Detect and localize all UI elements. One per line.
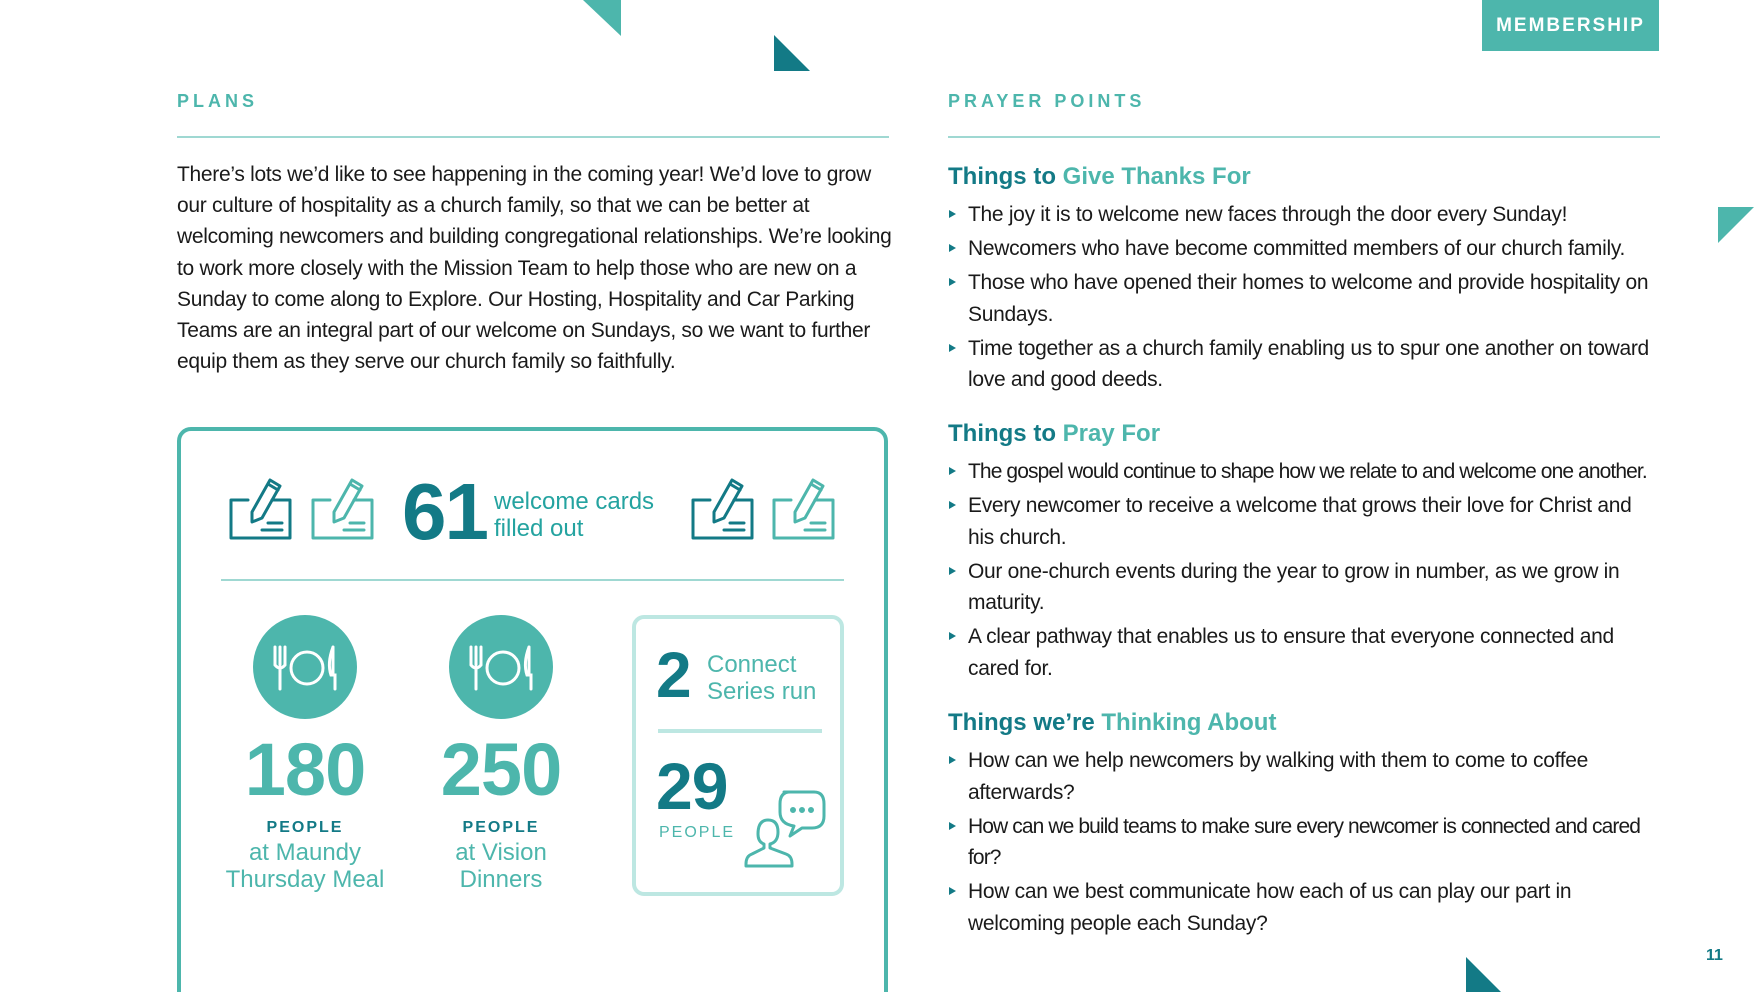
connect-people-unit: PEOPLE — [659, 824, 736, 841]
connect-label: Connect Series run — [707, 651, 817, 705]
pray-for-list — [948, 456, 1660, 687]
bullet-icon — [949, 567, 956, 575]
bullet-icon — [949, 822, 956, 830]
membership-tab: MEMBERSHIP — [1482, 0, 1659, 51]
list-item: How can we help newcomers by walking with them to come to coffee afterwards? — [948, 745, 1660, 808]
list-item: Every newcomer to receive a welcome that grows their love for Christ and his church. — [948, 490, 1660, 553]
person-speech-icon — [744, 788, 828, 875]
welcome-card-icon — [228, 474, 294, 547]
plate-cutlery-icon — [253, 615, 357, 719]
welcome-card-icon — [690, 474, 756, 547]
welcome-card-icon — [310, 474, 376, 547]
plate-cutlery-icon — [449, 615, 553, 719]
maundy-label: at Maundy Thursday Meal — [225, 839, 385, 893]
list-item: The gospel would continue to shape how we relate to and welcome one another. — [948, 456, 1660, 488]
heading-highlight: Give Thanks For — [1062, 163, 1251, 190]
triangle-decoration-top — [583, 0, 621, 36]
vision-unit: PEOPLE — [462, 819, 540, 836]
welcome-cards-value: 61 — [402, 467, 487, 556]
triangle-decoration-top-dark — [774, 35, 810, 71]
bullet-icon — [949, 887, 956, 895]
triangle-decoration-right — [1718, 207, 1754, 243]
prayer-heading: PRAYER POINTS — [948, 91, 1146, 111]
bullet-icon — [949, 244, 956, 252]
bullet-icon — [949, 278, 956, 286]
connect-people-value: 29 — [656, 749, 728, 823]
give-thanks-list — [948, 199, 1660, 398]
heading-lead: Things to — [948, 163, 1056, 190]
maundy-value: 180 — [244, 728, 366, 811]
section-heading-thinking-about — [948, 709, 1276, 737]
list-item: Newcomers who have become committed members of our church family. — [948, 233, 1660, 265]
maundy-unit: PEOPLE — [266, 819, 344, 836]
list-item: Time together as a church family enabling us to spur one another on toward love and good deeds. — [948, 333, 1660, 396]
section-heading-give-thanks — [948, 163, 1251, 191]
bullet-icon — [949, 501, 956, 509]
list-item: The joy it is to welcome new faces through the door every Sunday! — [948, 199, 1660, 231]
prayer-rule — [948, 136, 1660, 138]
list-item: A clear pathway that enables us to ensure that everyone connected and cared for. — [948, 621, 1660, 684]
heading-lead: Things to — [948, 420, 1056, 447]
stats-divider — [221, 579, 844, 581]
welcome-card-icon — [771, 474, 837, 547]
plans-body: There’s lots we’d like to see happening in the coming year! We’d love to grow our culture of hospitality as a church family, so that we can be better at welcoming newcomers and building congregational relationships. We’re looking to work more closely with the Mission Team to help those who are new on a Sunday to come along to Explore. Our Hosting, Hospitality and Car Parking Teams are an integral part of our welcome on Sundays, so we want to further equip them as they serve our church family so faithfully. — [177, 163, 892, 374]
bullet-icon — [949, 756, 956, 764]
connect-divider — [658, 729, 822, 733]
heading-highlight: Thinking About — [1101, 709, 1277, 736]
plans-rule — [177, 136, 889, 138]
plans-heading: PLANS — [177, 91, 259, 111]
list-item: How can we best communicate how each of us can play our part in welcoming people each Sunday? — [948, 876, 1660, 939]
heading-lead: Things we’re — [948, 709, 1095, 736]
bullet-icon — [949, 467, 956, 475]
bullet-icon — [949, 210, 956, 218]
bullet-icon — [949, 344, 956, 352]
thinking-about-list — [948, 745, 1660, 942]
vision-value: 250 — [440, 728, 562, 811]
triangle-decoration-bottom — [1466, 957, 1502, 992]
bullet-icon — [949, 632, 956, 640]
section-heading-pray-for — [948, 420, 1160, 448]
list-item: How can we build teams to make sure every newcomer is connected and cared for? — [948, 811, 1660, 874]
welcome-cards-label: welcome cards filled out — [494, 488, 655, 542]
list-item: Those who have opened their homes to welcome and provide hospitality on Sundays. — [948, 267, 1660, 330]
heading-highlight: Pray For — [1062, 420, 1161, 447]
vision-label: at Vision Dinners — [455, 839, 547, 893]
page-number: 11 — [1706, 947, 1723, 964]
list-item: Our one-church events during the year to grow in number, as we grow in maturity. — [948, 556, 1660, 619]
connect-value: 2 — [656, 639, 692, 711]
